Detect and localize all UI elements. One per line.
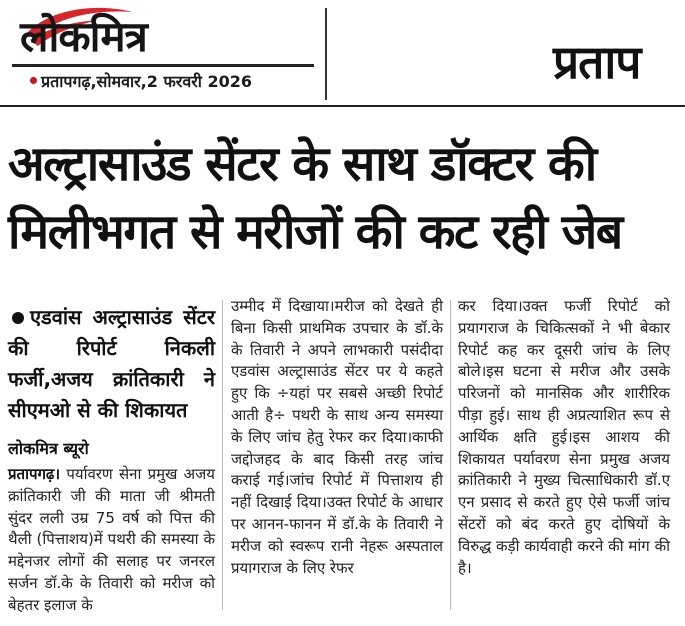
article-column-2: उम्मीद में दिखाया।मरीज को देखते ही बिना किसी प्राथमिक उपचार के डॉ.के के तिवारी ने अपने लाभकारी पसंदीदा एडवांस अल्ट्रासाउंड सेंटर पर ये कहते हुए कि ÷यहां पर सबसे अच्छी रिपोर्ट आती है÷ पथरी के साथ अन्य समस्या के लिए जांच हेतु रेफर कर दिया।काफी जद्दोजहद के बाद किसी तरह जांच कराई गई।जांच रिपोर्ट में पित्ताशय ही नहीं दिखाई दिया।उक्त रिपोर्ट के आधार पर आनन-फानन में डॉ.के के तिवारी ने मरीज को स्वरूप रानी नेहरू अस्पताल प्रयागराज के लिए रेफर <box>231 297 443 577</box>
subheadline <box>8 302 215 426</box>
newspaper-logo <box>12 4 312 66</box>
column-1-text: पर्यावरण सेना प्रमुख अजय क्रांतिकारी जी की माता जी श्रीमती सुंदर लली उम्र 75 वर्ष को पित्त की थैली (पित्ताशय)में पथरी की समस्या के मद्देनजर लोगों की सलाह पर जनरल सर्जन डॉ.के के तिवारी को मरीज को बेहतर इलाज के <box>8 465 215 614</box>
dateline <box>30 70 252 92</box>
headline-line-1: अल्ट्रासाउंड सेंटर के साथ डॉक्टर की <box>8 136 596 192</box>
dateplace: प्रतापगढ़। <box>8 465 61 483</box>
masthead <box>0 0 685 105</box>
byline: लोकमित्र ब्यूरो <box>8 439 89 458</box>
masthead-rule <box>0 105 685 107</box>
column-divider <box>222 300 223 610</box>
headline-line-2: मिलीभगत से मरीजों की कट रही जेब <box>8 204 622 260</box>
bullet-dot-icon <box>30 77 37 84</box>
subheadline-text: एडवांस अल्ट्रासाउंड सेंटर की रिपोर्ट निकली फर्जी,अजय क्रांतिकारी ने सीएमओ से की शिकायत <box>8 305 215 422</box>
article-column-1 <box>8 464 215 617</box>
headline <box>8 130 678 266</box>
logo-underline <box>12 64 314 67</box>
dateline-text: प्रतापगढ़,सोमवार,2 फरवरी 2026 <box>41 72 253 91</box>
bullet-icon <box>12 312 24 324</box>
article-column-3: कर दिया।उक्त फर्जी रिपोर्ट को प्रयागराज के चिकित्सकों ने भी बेकार रिपोर्ट कह कर दूसरी जांच के लिए बोले।इस घटना से मरीज और उसके परिजनों को मानसिक और शारीरिक पीड़ा हुई। साथ ही अप्रत्याशित रूप से आर्थिक क्षति हुई।इस आशय की शिकायत पर्यावरण सेना प्रमुख अजय क्रांतिकारी ने मुख्य चित्साधिकारी डॉ.ए एन प्रसाद से करते हुए ऐसे फर्जी जांच सेंटरों को बंद करते हुए दोषियों के विरुद्ध कड़ी कार्यवाही करने की मांग की है। <box>458 297 670 577</box>
masthead-divider <box>325 8 327 100</box>
logo-text: लोकमित्र <box>20 12 147 61</box>
section-title: प्रताप <box>553 35 641 89</box>
column-divider <box>450 300 451 610</box>
